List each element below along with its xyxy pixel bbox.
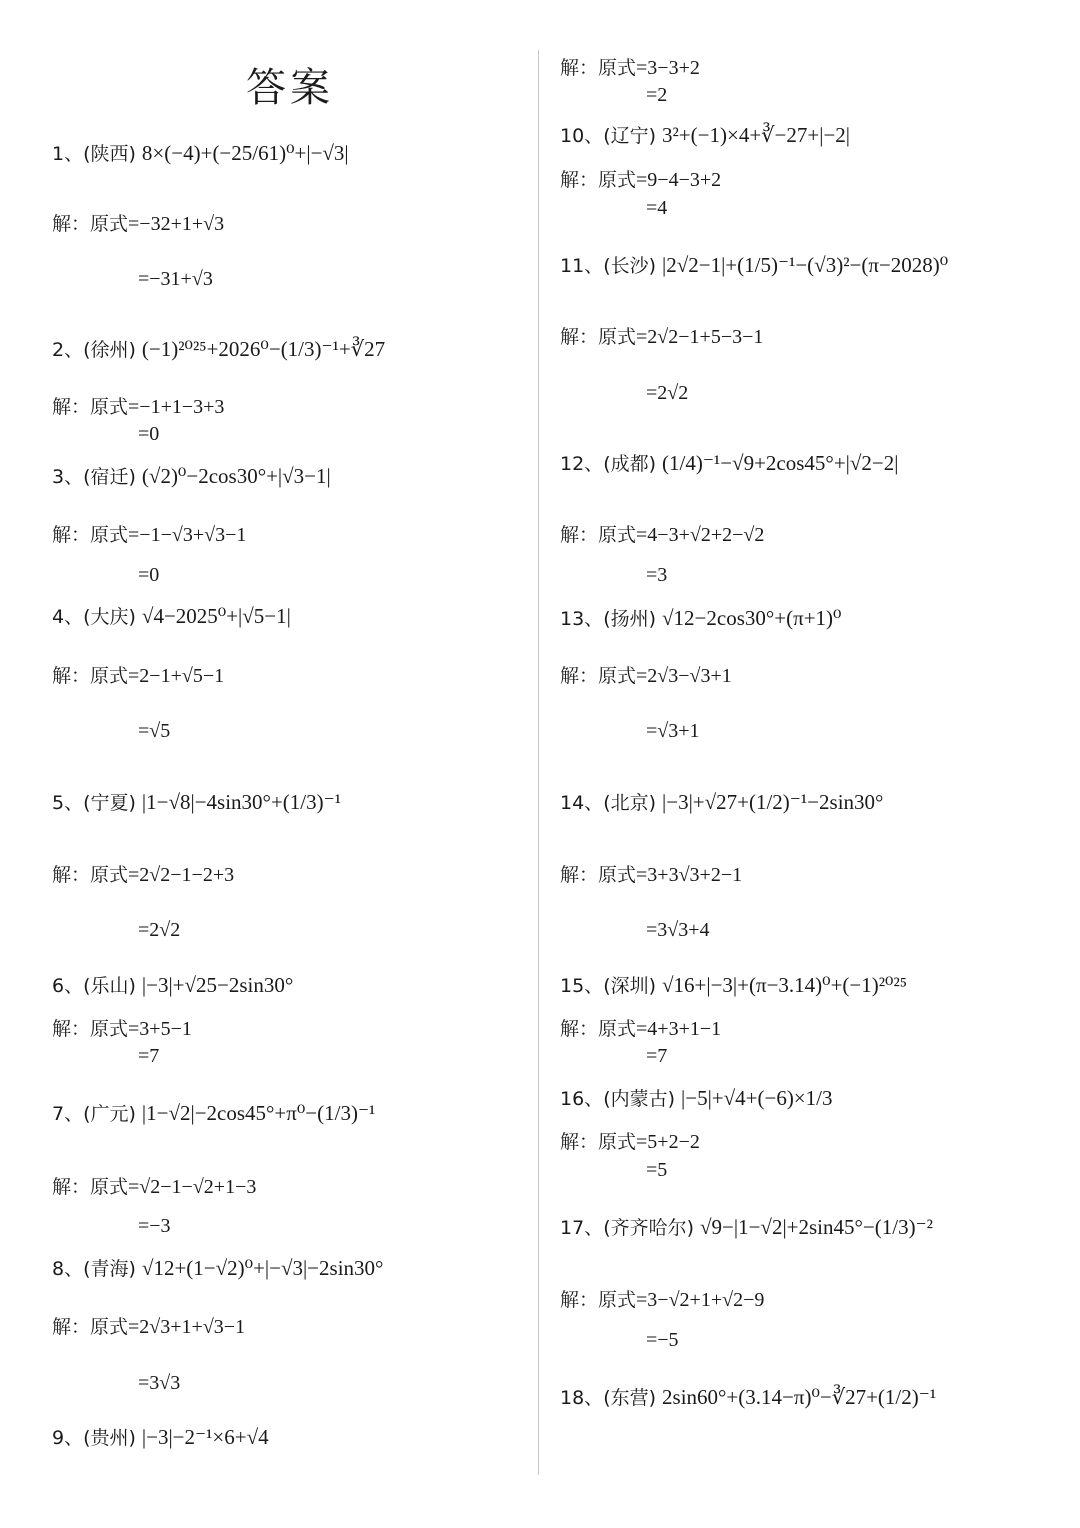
solution-step: =3−√2+1+√2−9 bbox=[636, 1289, 765, 1311]
problem-expression: √12+(1−√2)⁰+|−√3|−2sin30° bbox=[141, 1256, 384, 1280]
problem-region: (辽宁) bbox=[603, 125, 657, 147]
solution-result: =3√3+4 bbox=[646, 919, 710, 941]
solution-result: =0 bbox=[138, 564, 160, 586]
problem-expression: (1/4)⁻¹−√9+2cos45°+|√2−2| bbox=[662, 451, 899, 475]
solution-15 bbox=[560, 1015, 721, 1042]
solution-label: 解：原式 bbox=[560, 864, 637, 886]
solution-8 bbox=[52, 1313, 245, 1340]
problem-expression: (√2)⁰−2cos30°+|√3−1| bbox=[141, 464, 331, 488]
problem-region: (青海) bbox=[83, 1258, 136, 1280]
solution-result: =3√3 bbox=[138, 1372, 181, 1394]
problem-number: 1、 bbox=[52, 143, 84, 165]
solution-result: =2 bbox=[646, 84, 668, 106]
solution-result: =7 bbox=[138, 1045, 160, 1067]
solution-7 bbox=[52, 1173, 256, 1200]
solution-label: 解：原式 bbox=[560, 1018, 637, 1040]
problem-6 bbox=[52, 972, 293, 999]
solution-label: 解：原式 bbox=[560, 169, 637, 191]
problem-number: 12、 bbox=[560, 453, 604, 475]
solution-result: =7 bbox=[646, 1045, 668, 1067]
problem-12 bbox=[560, 450, 898, 477]
problem-expression: |2√2−1|+(1/5)⁻¹−(√3)²−(π−2028)⁰ bbox=[662, 253, 949, 277]
column-divider bbox=[538, 50, 539, 1475]
solution-label: 解：原式 bbox=[52, 1176, 129, 1198]
solution-step: =2−1+√5−1 bbox=[128, 665, 225, 687]
problem-number: 11、 bbox=[560, 255, 604, 277]
problem-region: (齐齐哈尔) bbox=[603, 1217, 695, 1239]
solution-step: =√2−1−√2+1−3 bbox=[128, 1176, 257, 1198]
solution-step: =3−3+2 bbox=[636, 57, 700, 79]
problem-expression: |1−√8|−4sin30°+(1/3)⁻¹ bbox=[141, 790, 341, 814]
problem-expression: 2sin60°+(3.14−π)⁰−∛27+(1/2)⁻¹ bbox=[662, 1385, 937, 1409]
problem-expression: (−1)²⁰²⁵+2026⁰−(1/3)⁻¹+∛27 bbox=[141, 337, 386, 361]
solution-9 bbox=[560, 54, 700, 81]
problem-number: 7、 bbox=[52, 1103, 84, 1125]
solution-label: 解：原式 bbox=[560, 524, 637, 546]
problem-14 bbox=[560, 789, 883, 816]
problem-number: 9、 bbox=[52, 1427, 84, 1449]
problem-expression: √4−2025⁰+|√5−1| bbox=[141, 604, 291, 628]
problem-expression: |−3|−2⁻¹×6+√4 bbox=[141, 1425, 269, 1449]
problem-region: (宁夏) bbox=[83, 792, 136, 814]
solution-label: 解：原式 bbox=[560, 665, 637, 687]
solution-label: 解：原式 bbox=[52, 396, 129, 418]
solution-13 bbox=[560, 662, 732, 689]
problem-region: (乐山) bbox=[83, 975, 136, 997]
solution-step: =3+5−1 bbox=[128, 1018, 192, 1040]
solution-3 bbox=[52, 521, 246, 548]
solution-result: =−31+√3 bbox=[138, 268, 213, 290]
solution-6 bbox=[52, 1015, 192, 1042]
solution-14 bbox=[560, 861, 742, 888]
solution-10 bbox=[560, 166, 721, 193]
solution-12 bbox=[560, 521, 764, 548]
solution-step: =2√3−√3+1 bbox=[636, 665, 732, 687]
solution-result: =5 bbox=[646, 1159, 668, 1181]
problem-region: (贵州) bbox=[83, 1427, 136, 1449]
solution-result: =√3+1 bbox=[646, 720, 700, 742]
problem-8 bbox=[52, 1255, 383, 1282]
problem-13 bbox=[560, 605, 841, 632]
solution-label: 解：原式 bbox=[52, 213, 129, 235]
solution-result: =√5 bbox=[138, 720, 171, 742]
solution-16 bbox=[560, 1128, 700, 1155]
problem-1 bbox=[52, 140, 349, 167]
solution-label: 解：原式 bbox=[52, 524, 129, 546]
problem-number: 5、 bbox=[52, 792, 84, 814]
problem-number: 15、 bbox=[560, 975, 604, 997]
problem-15 bbox=[560, 972, 907, 999]
problem-18 bbox=[560, 1384, 936, 1411]
solution-step: =2√2−1−2+3 bbox=[128, 864, 235, 886]
problem-expression: √12−2cos30°+(π+1)⁰ bbox=[662, 606, 842, 630]
problem-3 bbox=[52, 463, 331, 490]
solution-step: =−1+1−3+3 bbox=[128, 396, 225, 418]
problem-region: (北京) bbox=[603, 792, 657, 814]
solution-label: 解：原式 bbox=[52, 864, 129, 886]
problem-11 bbox=[560, 252, 948, 279]
problem-number: 4、 bbox=[52, 606, 84, 628]
problem-number: 13、 bbox=[560, 608, 604, 630]
solution-step: =5+2−2 bbox=[636, 1131, 700, 1153]
problem-region: (广元) bbox=[83, 1103, 136, 1125]
problem-5 bbox=[52, 789, 341, 816]
problem-9 bbox=[52, 1424, 269, 1451]
solution-step: =4+3+1−1 bbox=[636, 1018, 722, 1040]
problem-expression: |−3|+√25−2sin30° bbox=[141, 973, 294, 997]
solution-step: =2√3+1+√3−1 bbox=[128, 1316, 246, 1338]
problem-region: (宿迁) bbox=[83, 466, 136, 488]
problem-7 bbox=[52, 1100, 375, 1127]
problem-number: 17、 bbox=[560, 1217, 604, 1239]
problem-region: (深圳) bbox=[603, 975, 657, 997]
solution-label: 解：原式 bbox=[52, 1316, 129, 1338]
problem-10 bbox=[560, 122, 850, 149]
solution-result: =−5 bbox=[646, 1329, 679, 1351]
problem-expression: √9−|1−√2|+2sin45°−(1/3)⁻² bbox=[700, 1215, 933, 1239]
solution-result: =2√2 bbox=[646, 382, 689, 404]
problem-region: (陕西) bbox=[83, 143, 136, 165]
problem-expression: |−3|+√27+(1/2)⁻¹−2sin30° bbox=[662, 790, 884, 814]
solution-label: 解：原式 bbox=[52, 1018, 129, 1040]
solution-11 bbox=[560, 323, 763, 350]
solution-step: =9−4−3+2 bbox=[636, 169, 722, 191]
problem-4 bbox=[52, 603, 291, 630]
problem-region: (徐州) bbox=[83, 339, 136, 361]
problem-number: 18、 bbox=[560, 1387, 604, 1409]
problem-expression: |−5|+√4+(−6)×1/3 bbox=[681, 1086, 833, 1110]
problem-expression: 8×(−4)+(−25/61)⁰+|−√3| bbox=[141, 141, 349, 165]
problem-16 bbox=[560, 1085, 833, 1112]
problem-number: 10、 bbox=[560, 125, 604, 147]
solution-label: 解：原式 bbox=[52, 665, 129, 687]
problem-number: 14、 bbox=[560, 792, 604, 814]
solution-17 bbox=[560, 1286, 764, 1313]
problem-expression: |1−√2|−2cos45°+π⁰−(1/3)⁻¹ bbox=[141, 1101, 376, 1125]
solution-result: =4 bbox=[646, 197, 668, 219]
solution-step: =−1−√3+√3−1 bbox=[128, 524, 247, 546]
solution-label: 解：原式 bbox=[560, 1131, 637, 1153]
solution-step: =2√2−1+5−3−1 bbox=[636, 326, 764, 348]
solution-4 bbox=[52, 662, 224, 689]
problem-region: (成都) bbox=[603, 453, 657, 475]
solution-result: =2√2 bbox=[138, 919, 181, 941]
problem-region: (内蒙古) bbox=[603, 1088, 676, 1110]
solution-label: 解：原式 bbox=[560, 326, 637, 348]
solution-label: 解：原式 bbox=[560, 1289, 637, 1311]
solution-2 bbox=[52, 393, 224, 420]
problem-number: 6、 bbox=[52, 975, 84, 997]
solution-step: =3+3√3+2−1 bbox=[636, 864, 743, 886]
solution-5 bbox=[52, 861, 234, 888]
problem-number: 2、 bbox=[52, 339, 84, 361]
problem-region: (大庆) bbox=[83, 606, 136, 628]
problem-expression: √16+|−3|+(π−3.14)⁰+(−1)²⁰²⁵ bbox=[662, 973, 908, 997]
problem-number: 16、 bbox=[560, 1088, 604, 1110]
problem-number: 3、 bbox=[52, 466, 84, 488]
problem-number: 8、 bbox=[52, 1258, 84, 1280]
solution-1 bbox=[52, 210, 224, 237]
problem-2 bbox=[52, 336, 385, 363]
solution-result: =3 bbox=[646, 564, 668, 586]
solution-result: =0 bbox=[138, 423, 160, 445]
problem-region: (东营) bbox=[603, 1387, 657, 1409]
problem-region: (长沙) bbox=[603, 255, 657, 277]
problem-17 bbox=[560, 1214, 933, 1241]
solution-step: =4−3+√2+2−√2 bbox=[636, 524, 765, 546]
problem-expression: 3²+(−1)×4+∛−27+|−2| bbox=[662, 123, 850, 147]
problem-region: (扬州) bbox=[603, 608, 657, 630]
solution-result: =−3 bbox=[138, 1215, 171, 1237]
solution-label: 解：原式 bbox=[560, 57, 637, 79]
solution-step: =−32+1+√3 bbox=[128, 213, 225, 235]
page-title: 答案 bbox=[246, 65, 334, 111]
